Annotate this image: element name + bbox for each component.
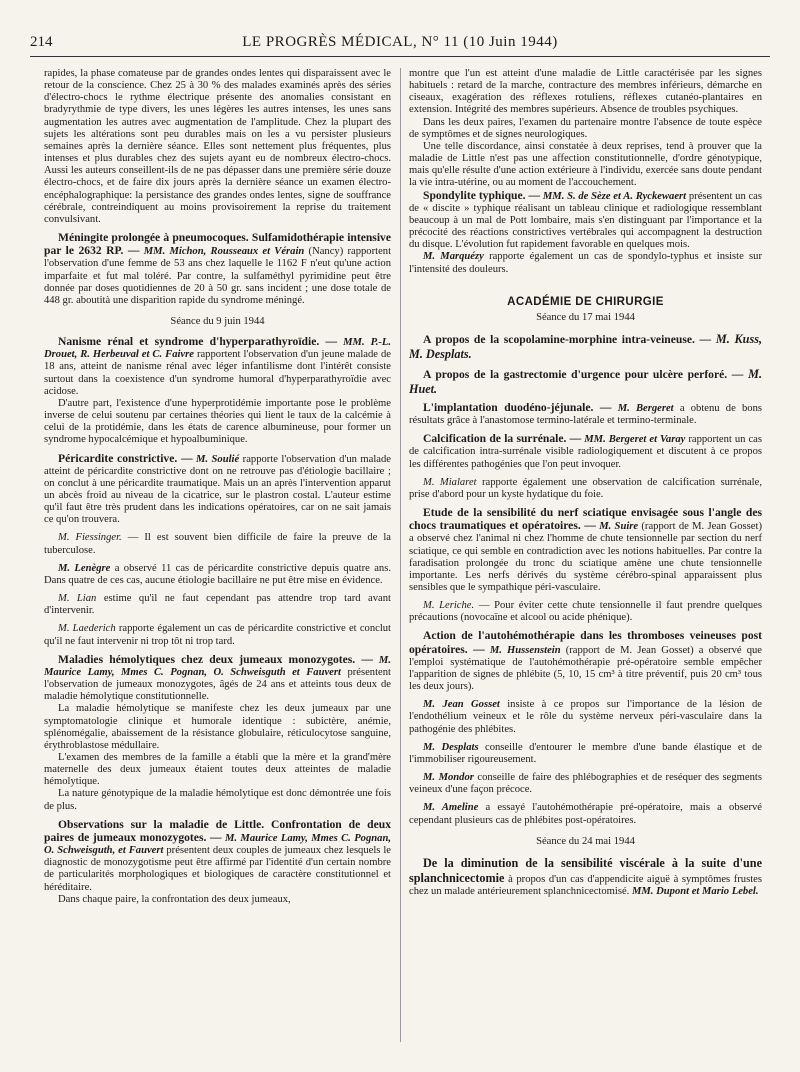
- comment-author: M. Desplats: [423, 741, 479, 753]
- comment-author: M. Laederich: [58, 623, 116, 635]
- article-authors: MM. P.-L. Drouet, R. Herbeuval et C. Faivre: [44, 337, 391, 361]
- article-body: a obtenu de bons résultats grâce à l'anastomose termino-latérale et termino-terminale.: [409, 402, 762, 427]
- article-authors: MM. S. de Sèze et A. Ryckewaert: [542, 190, 687, 202]
- comment-body: rapporte également un cas de spondylo-typhus et insiste sur l'intensité des douleurs.: [409, 251, 762, 275]
- article-title: L'implantation duodéno-jéjunale. —: [423, 400, 612, 414]
- article-title: A propos de la scopolamine-morphine intra-veineuse. —: [423, 332, 712, 346]
- paragraph: La nature génotypique de la maladie hémolytique est donc démontrée une fois de plus.: [44, 788, 391, 812]
- comment-author: M. Mialaret: [423, 476, 477, 488]
- page-header: [30, 34, 770, 57]
- comment-body: — Il est souvent bien difficile de faire la preuve de la tuberculose.: [44, 532, 391, 556]
- comment-body: conseille de faire des phlébographies et de reséquer des segments veineux d'une façon précoce.: [409, 772, 762, 796]
- article-title: Péricardite constrictive. —: [58, 451, 193, 465]
- article-title: Spondylite typhique. —: [423, 188, 541, 202]
- paragraph: Une telle discordance, ainsi constatée à deux reprises, tend à prouver que la maladie de Little n'est pas une affection constitutionnelle, d'ordre génotypique, mais qu'elle résulte d'une action extérieure à l'individu, exercée sans doute pendant la vie intra-utérine, ou au moment de l'accouchement.: [409, 140, 762, 189]
- article-spondylite: [409, 190, 762, 252]
- article-title: Nanisme rénal et syndrome d'hyperparathyroïdie. —: [58, 335, 338, 349]
- comment-author: M. Lian: [58, 593, 97, 605]
- article-authors: MM. Bergeret et Varay: [584, 434, 686, 446]
- article-maladies-hemolytiques: [44, 654, 391, 704]
- article-authors: MM. Dupont et Mario Lebel.: [631, 886, 759, 898]
- comment: [44, 623, 391, 647]
- article-authors: M. Kuss, M. Desplats.: [409, 331, 762, 361]
- comment: [409, 477, 762, 501]
- comment-author: M. Lenègre: [58, 562, 111, 574]
- article-body: rapportent un cas de calcification intra-surrénale visible radiologiquement et discutent à ce propos les différentes pathogénies que l'on peut invoquer.: [409, 434, 762, 470]
- comment-author: M. Ameline: [423, 802, 479, 814]
- seance-date: Séance du 24 mai 1944: [536, 835, 635, 847]
- comment-author: M. Fiessinger.: [58, 532, 122, 544]
- seance-date: Séance du 9 juin 1944: [170, 315, 265, 327]
- comment: [409, 699, 762, 735]
- paragraph: D'autre part, l'existence d'une hyperprotidémie importante pose le problème inverse de celui soutenu par certaines théories qui lient le taux de la calcémie à celui de la protidémie, dans les états de carence albumineuse, pour former un syndrome hypocalcémique et hypoalbuminique.: [44, 397, 391, 446]
- article-title: Maladies hémolytiques chez deux jumeaux monozygotes. —: [58, 652, 373, 666]
- article-autohemotherapie: [409, 630, 762, 693]
- comment-body: a essayé l'autohémothérapie pré-opératoire, mais a observé cependant plusieurs cas de phlébites post-opératoires.: [409, 802, 762, 826]
- article-scopolamine: [409, 332, 762, 361]
- article-meningite: [44, 232, 391, 307]
- seance-date: Séance du 17 mai 1944: [536, 311, 635, 323]
- article-little: [44, 819, 391, 894]
- article-authors: M. Bergeret: [617, 402, 674, 414]
- article-calcification: [409, 433, 762, 470]
- column-divider: [400, 68, 401, 1042]
- article-body: à propos d'un cas d'appendicite aiguë à symptômes frustes chez un malade antérieurement splanchnicectomisé.: [409, 873, 762, 898]
- comment: [44, 563, 391, 587]
- article-authors: M. Soulié: [196, 453, 240, 465]
- article-nerf-sciatique: [409, 507, 762, 594]
- article-title: Calcification de la surrénale. —: [423, 432, 582, 446]
- article-body: rapportent l'observation d'un jeune malade de 18 ans, atteint de nanisme rénal avec léger infantilisme dont l'intérêt consiste surtout dans la coexistence d'un syndrome humoral d'hyperparathyroïdie avec acidose.: [44, 349, 391, 397]
- comment: [44, 593, 391, 617]
- paragraph: L'examen des membres de la famille a établi que la mère et la grand'mère maternelle des deux jumeaux étaient toutes deux atteintes de maladie hémolytique.: [44, 751, 391, 788]
- article-body: (rapport de M. Jean Gosset) a observé que l'emploi systématique de l'autohémothérapie pré-opératoire semble empêcher l'apparition de signes de phlébite (5, 10, 15 cm³ à titre préventif, puis 20 cm³ tous les deux jours).: [409, 644, 762, 693]
- comment-body: rapporte également une observation de calcification surrénale, prise d'abord pour un kyste hydatique du foie.: [409, 476, 762, 500]
- comment-author: M. Leriche.: [423, 600, 475, 612]
- article-body: (Nancy) rapportent l'observation d'une femme de 53 ans chez laquelle le 1162 F n'eut qu'une action imparfaite et fut mal toléré. Par contre, la sulfaméthyl pyrimidine peut être donnée par doses quotidiennes de 20 à 50 gr. sans incident ; une dose totale de 448 gr. aboutità une disparition rapide du syndrome méningé.: [44, 246, 391, 306]
- comment-body: conseille d'entourer le membre d'une bande élastique et de l'immobiliser rigoureusement.: [409, 741, 762, 765]
- comment-author: M. Marquézy: [423, 251, 484, 263]
- article-authors: MM. Michon, Rousseaux et Vérain: [143, 246, 305, 258]
- section-title: ACADÉMIE DE CHIRURGIE: [507, 295, 664, 308]
- article-nanisme: [44, 336, 391, 398]
- article-title: Action de l'autohémothérapie dans les thromboses veineuses post opératoires. —: [409, 629, 762, 656]
- comment-author: M. Jean Gosset: [423, 699, 500, 711]
- article-authors: M. Hussenstein: [489, 644, 561, 656]
- article-title: A propos de la gastrectomie d'urgence pour ulcère perforé. —: [423, 367, 744, 381]
- article-body: rapporte l'observation d'un malade atteint de péricardite constrictive dont on ne retrouve pas d'étiologie bacillaire ; on conclut à une péricardite traumatique. Mais un an après l'intervention apparut un abcès froid au niveau de la cicatrice, sur le plastron costal. L'auteur estime qu'il faut être très prudent dans les indications opératoires, car on ne sait jamais ce qu'on trouvera.: [44, 453, 391, 526]
- comment-body: a observé 11 cas de péricardite constrictive depuis quatre ans. Dans quatre de ces cas, aucune étiologie bacillaire ne put être mise en évidence.: [44, 562, 391, 586]
- comment-body: rapporte également un cas de péricardite constrictive et conclut qu'il ne faut intervenir ni trop tôt ni trop tard.: [44, 623, 391, 647]
- comment-body: estime qu'il ne faut cependant pas attendre trop tard avant d'intervenir.: [44, 593, 391, 617]
- comment-body: — Pour éviter cette chute tensionnelle il faut prendre quelques précautions (novocaïne et alcool ou acide phénique).: [409, 600, 762, 624]
- comment: [409, 772, 762, 796]
- left-column: [44, 68, 391, 1052]
- article-authors: M. Maurice Lamy, Mmes C. Pognan, O. Schweisguth, et Fauvert: [44, 832, 391, 857]
- article-body: (rapport de M. Jean Gosset) a observé chez l'animal ni chez l'homme de chute tensionnelle par section du nerf sciatique, ce qui semble en contradiction avec les notions habituelles. Par contre la faradisation prolongée du tronc du sciatique amène une chute tensionnelle importante. Les nerfs dérivés du système cérébro-spinal apparaissent plus sensibles que le sympathique péri-vasculaire.: [409, 521, 762, 593]
- article-implantation: [409, 402, 762, 427]
- right-column: [409, 68, 762, 1052]
- comment: [409, 251, 762, 275]
- article-title: De la diminution de la sensibilité viscérale à la suite d'une splanchnicectomie: [409, 855, 762, 885]
- journal-title: LE PROGRÈS MÉDICAL, N° 11 (10 Juin 1944): [242, 34, 558, 50]
- comment: [44, 532, 391, 556]
- paragraph: La maladie hémolytique se manifeste chez les deux jumeaux par une symptomatologie clinique et humorale identique : subictère, anémie, splénomégalie, abaissement de la résistance globulaire, réticulocytose sanguine, érythroblastose médullaire.: [44, 703, 391, 751]
- paragraph: montre que l'un est atteint d'une maladie de Little caractérisée par les signes habituels : retard de la marche, contracture des membres inférieurs, démarche en ciseaux, exagération des réflexes rotuliens, réflexes cutanéo-plantaires en extension. Intégrité des membres supérieurs. Absence de troubles psychiques.: [409, 68, 762, 116]
- article-splanchnicectomie: [409, 856, 762, 898]
- comment: [409, 600, 762, 624]
- paragraph: rapides, la phase comateuse par de grandes ondes lentes qui disparaissent avec le retour de la conscience. Chez 25 à 30 % des malades examinés après des séries d'électro-chocs le rythme électrique présente des anomalies consistant en bradyrythmie de type divers, les unes légères les autres intenses, les unes sans augmentation les autres avec augmentation de l'amplitude. Chez la plupart des sujets les altérations sont peu durables mais on les a vu persister plusieurs semaines après la dernière séance. Elles sont nettement plus fréquentes, plus intenses et plus durables chez des sujets ayant eu de nombreux électro-chocs. Aussi les auteurs conseillent-ils de ne pas dépasser dans une première série douze électro-chocs, et de faire dix jours après la dernière séance un examen électro-encéphalographique: la persistance des grandes ondes lentes, signe de souffrance cérébrale, contreindiquent au moins provisoirement la reprise du traitement convulsivant.: [44, 68, 391, 225]
- article-title: Etude de la sensibilité du nerf sciatique envisagée sous l'angle des chocs traumatiques et opératoires. —: [409, 506, 762, 533]
- article-body: présentent deux couples de jumeaux chez lesquels le diagnostic de monozygotisme peut être affirmé par l'identité d'un certain nombre de particularités morphologiques et biologiques de caractère constitutionnel et héréditaire.: [44, 845, 391, 893]
- paragraph: Dans les deux paires, l'examen du partenaire montre l'absence de toute espèce de symptômes et de signes neurologiques.: [409, 116, 762, 140]
- article-pericardite: [44, 453, 391, 527]
- comment: [409, 742, 762, 766]
- article-gastrectomie: [409, 367, 762, 396]
- comment-body: insiste à ce propos sur l'importance de la lésion de l'endothélium veineux et le rôle du système nerveux péri-vasculaire dans la pathogénie des phlébites.: [409, 699, 762, 735]
- paragraph: Dans chaque paire, la confrontation des deux jumeaux,: [58, 893, 291, 905]
- article-authors: M. Maurice Lamy, Mmes C. Pognan, O. Schweisguth et Fauvert: [44, 654, 391, 678]
- comment-author: M. Mondor: [423, 772, 474, 784]
- page-number: 214: [30, 34, 53, 50]
- comment: [409, 802, 762, 826]
- article-authors: M. Suire: [599, 521, 639, 533]
- article-body: présentent un cas de « discite » typhique réalisant un tableau clinique et radiologique ressemblant beaucoup à un mal de Pott lombaire, mais s'en distinguant par l'importance et la précocité des réactions constrictives vertébrales qui accompagnent la destruction du disque. L'évolution fut rapidement favorable en quelques mois.: [409, 190, 762, 251]
- article-title: Méningite prolongée à pneumocoques. Sulfamidothérapie intensive par le 2632 RP. —: [44, 231, 391, 258]
- article-title: Observations sur la maladie de Little. Confrontation de deux paires de jumeaux monozygotes. —: [44, 817, 391, 844]
- article-body: présentent l'observation de jumeaux monozygotes, âgés de 24 ans et atteints tous deux de maladie hémolytique constitutionnelle.: [44, 666, 391, 703]
- article-authors: M. Huet.: [409, 366, 762, 396]
